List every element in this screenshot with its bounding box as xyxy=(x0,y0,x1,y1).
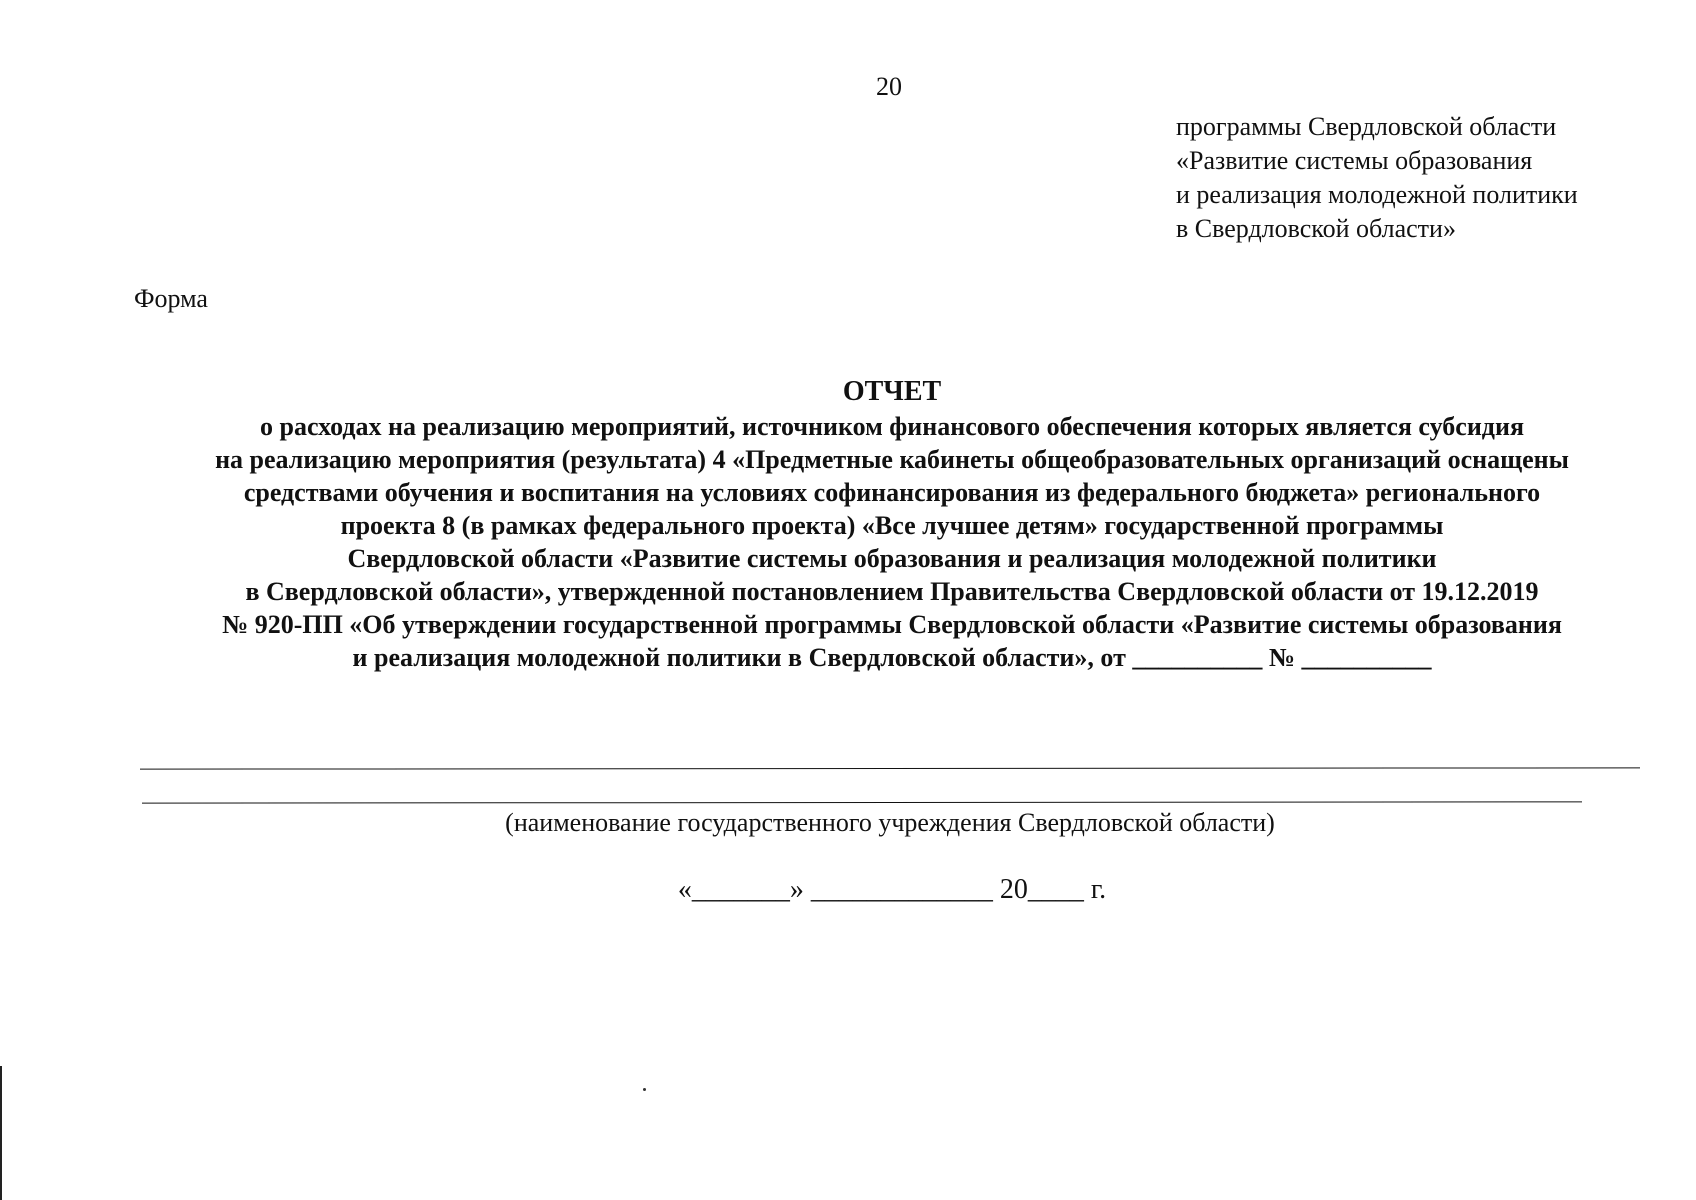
scan-speck xyxy=(643,1088,646,1091)
institution-name-line xyxy=(142,801,1582,803)
date-line: «_______» _____________ 20____ г. xyxy=(677,874,1107,905)
report-subject xyxy=(130,410,1654,674)
report-title: ОТЧЕТ xyxy=(842,376,942,407)
report-subject-line: на реализацию мероприятия (результата) 4 «Предметные кабинеты общеобразовательных организаций оснащены xyxy=(215,445,1569,474)
header-line: «Развитие системы образования xyxy=(1176,146,1533,175)
report-subject-line: Свердловской области «Развитие системы образования и реализация молодежной политики xyxy=(347,544,1437,573)
report-subject-line: в Свердловской области», утвержденной постановлением Правительства Свердловской области от 19.12.2019 xyxy=(245,577,1539,606)
header-line: в Свердловской области» xyxy=(1176,214,1456,243)
form-label: Форма xyxy=(134,284,208,313)
institution-name-line xyxy=(140,767,1640,769)
report-subject-line: проекта 8 (в рамках федерального проекта) «Все лучшее детям» государственной программы xyxy=(340,511,1444,540)
scan-edge-mark xyxy=(0,1066,2,1200)
page-number: 20 xyxy=(876,72,902,101)
report-subject-line: средствами обучения и воспитания на условиях софинансирования из федерального бюджета» регионального xyxy=(243,478,1541,507)
report-subject-line: и реализация молодежной политики в Свердловской области», от __________ № __________ xyxy=(352,643,1432,672)
header-program-reference xyxy=(1176,110,1578,246)
report-subject-line: № 920-ПП «Об утверждении государственной программы Свердловской области «Развитие системы образования xyxy=(222,610,1562,639)
header-line: и реализация молодежной политики xyxy=(1176,180,1578,209)
report-subject-line: о расходах на реализацию мероприятий, источником финансового обеспечения которых является субсидия xyxy=(259,412,1525,441)
header-line: программы Свердловской области xyxy=(1176,112,1557,141)
institution-caption: (наименование государственного учреждения Свердловской области) xyxy=(505,808,1275,837)
